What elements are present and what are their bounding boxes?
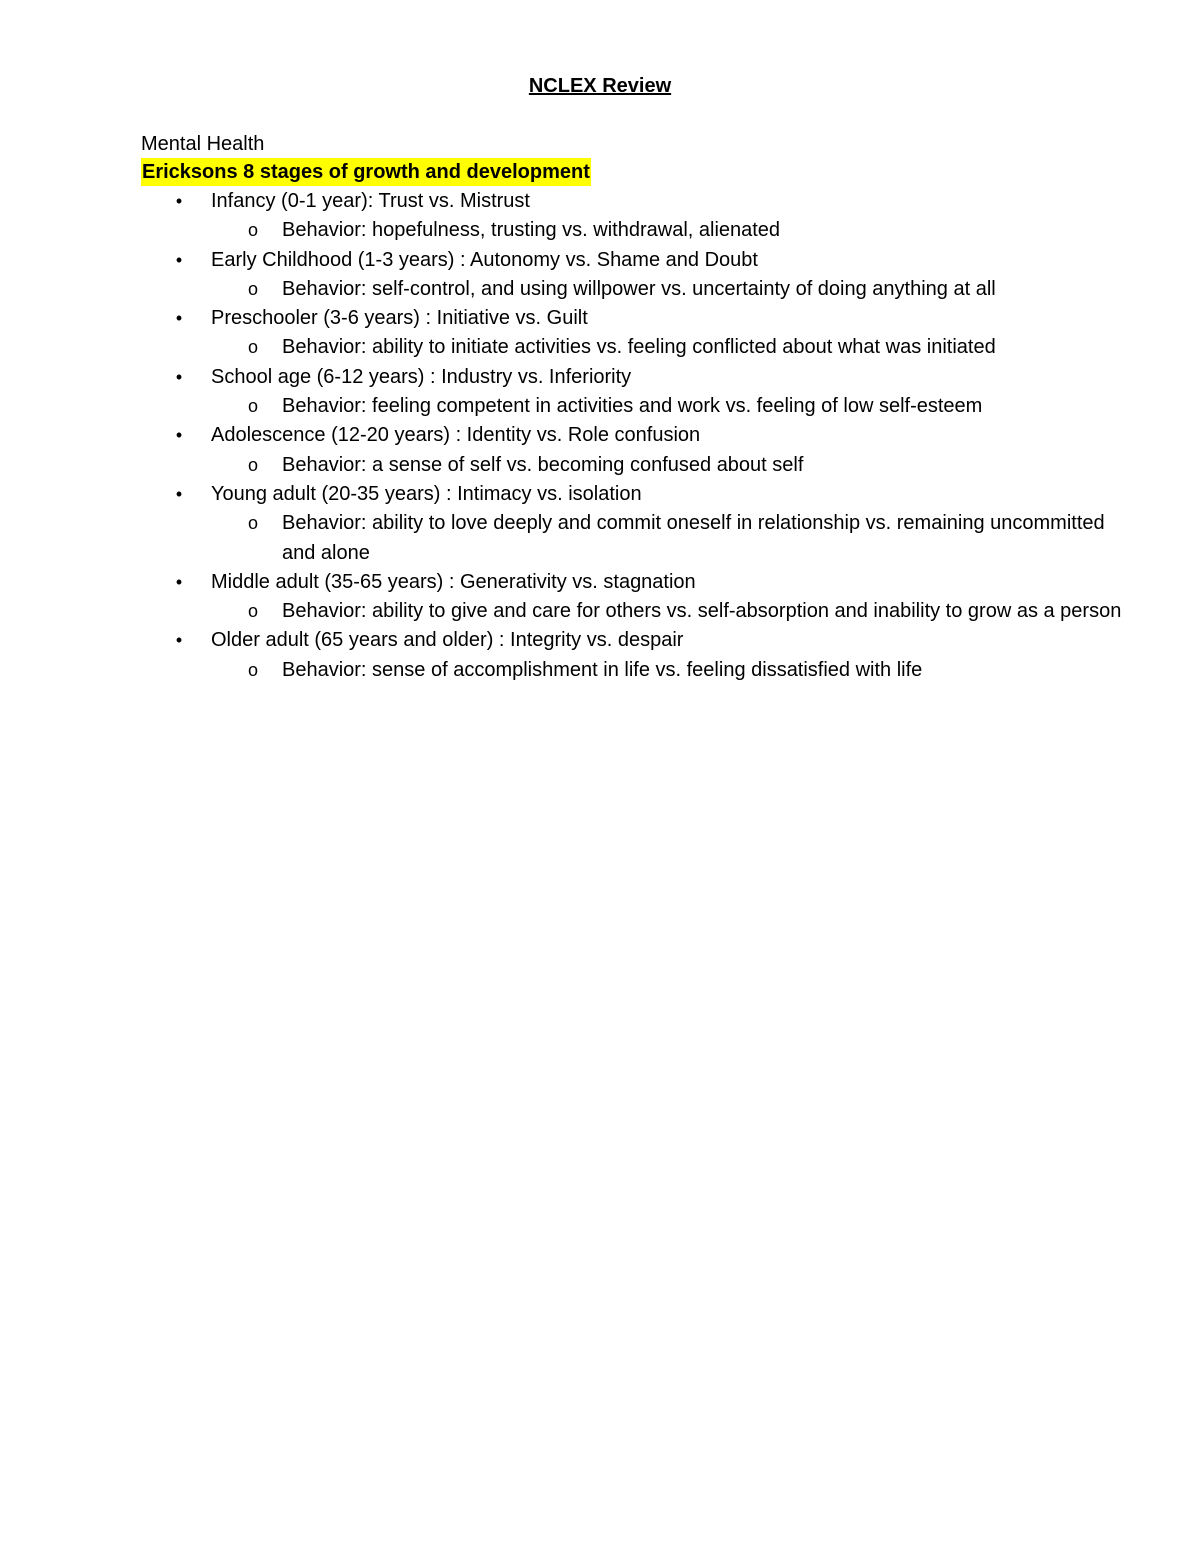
hollow-bullet-icon: o: [248, 601, 259, 622]
stage-label: Middle adult (35-65 years) : Generativity vs. stagnation: [211, 570, 696, 593]
stage-item: [141, 480, 1131, 568]
bullet-icon: •: [175, 483, 183, 504]
hollow-bullet-icon: o: [248, 659, 259, 680]
stage-label: Infancy (0-1 year): Trust vs. Mistrust: [211, 190, 530, 212]
behavior-text: Behavior: sense of accomplishment in life vs. feeling dissatisfied with life: [282, 658, 923, 681]
bullet-icon: •: [175, 425, 183, 446]
stage-item: [141, 626, 1131, 685]
stages-list: [141, 187, 1131, 685]
bullet-icon: •: [175, 571, 183, 592]
stage-label: Adolescence (12-20 years) : Identity vs. Role confusion: [211, 424, 701, 447]
behavior-item: [211, 656, 1131, 685]
stage-item: [141, 304, 1131, 363]
section-heading: Mental Health: [141, 133, 265, 155]
behavior-text: Behavior: ability to love deeply and commit oneself in relationship vs. remaining uncommitted and alone: [282, 512, 1105, 564]
bullet-icon: •: [175, 249, 183, 270]
stage-label: Early Childhood (1-3 years) : Autonomy vs. Shame and Doubt: [211, 248, 758, 271]
bullet-icon: •: [175, 366, 183, 387]
behavior-list: [211, 656, 1131, 685]
behavior-list: [211, 333, 1131, 362]
hollow-bullet-icon: o: [248, 337, 259, 358]
behavior-list: [211, 509, 1131, 568]
behavior-list: [211, 451, 1131, 480]
behavior-item: [211, 451, 1131, 480]
stage-label: Young adult (20-35 years) : Intimacy vs. isolation: [211, 482, 642, 505]
behavior-item: [211, 597, 1131, 626]
behavior-text: Behavior: a sense of self vs. becoming confused about self: [282, 453, 804, 476]
stage-item: [141, 421, 1131, 480]
behavior-item: [211, 333, 1131, 362]
document-title: NCLEX Review: [528, 75, 672, 97]
stage-item: [141, 363, 1131, 422]
stage-item: [141, 187, 1131, 246]
hollow-bullet-icon: o: [248, 278, 259, 299]
topic-heading-highlighted: Ericksons 8 stages of growth and development: [141, 158, 591, 186]
bullet-icon: •: [175, 630, 183, 651]
hollow-bullet-icon: o: [248, 396, 259, 417]
behavior-text: Behavior: ability to initiate activities vs. feeling conflicted about what was initiated: [282, 336, 996, 359]
behavior-item: [211, 509, 1131, 568]
behavior-list: [211, 597, 1131, 626]
stage-label: Older adult (65 years and older) : Integrity vs. despair: [211, 629, 684, 652]
stage-label: School age (6-12 years) : Industry vs. Inferiority: [211, 365, 632, 388]
behavior-list: [211, 392, 1131, 421]
behavior-text: Behavior: ability to give and care for others vs. self-absorption and inability to grow as a person: [282, 600, 1122, 623]
behavior-item: [211, 275, 1131, 304]
hollow-bullet-icon: o: [248, 513, 259, 534]
stage-label: Preschooler (3-6 years) : Initiative vs. Guilt: [211, 307, 588, 330]
behavior-item: [211, 216, 1131, 245]
stage-item: [141, 568, 1131, 627]
bullet-icon: •: [175, 308, 183, 329]
bullet-icon: •: [175, 191, 183, 211]
behavior-text: Behavior: self-control, and using willpower vs. uncertainty of doing anything at all: [282, 277, 996, 300]
behavior-text: Behavior: hopefulness, trusting vs. withdrawal, alienated: [282, 219, 781, 242]
hollow-bullet-icon: o: [248, 220, 259, 241]
behavior-item: [211, 392, 1131, 421]
stage-item: [141, 246, 1131, 305]
behavior-list: [211, 216, 1131, 245]
hollow-bullet-icon: o: [248, 454, 259, 475]
behavior-text: Behavior: feeling competent in activities and work vs. feeling of low self-esteem: [282, 395, 983, 418]
behavior-list: [211, 275, 1131, 304]
